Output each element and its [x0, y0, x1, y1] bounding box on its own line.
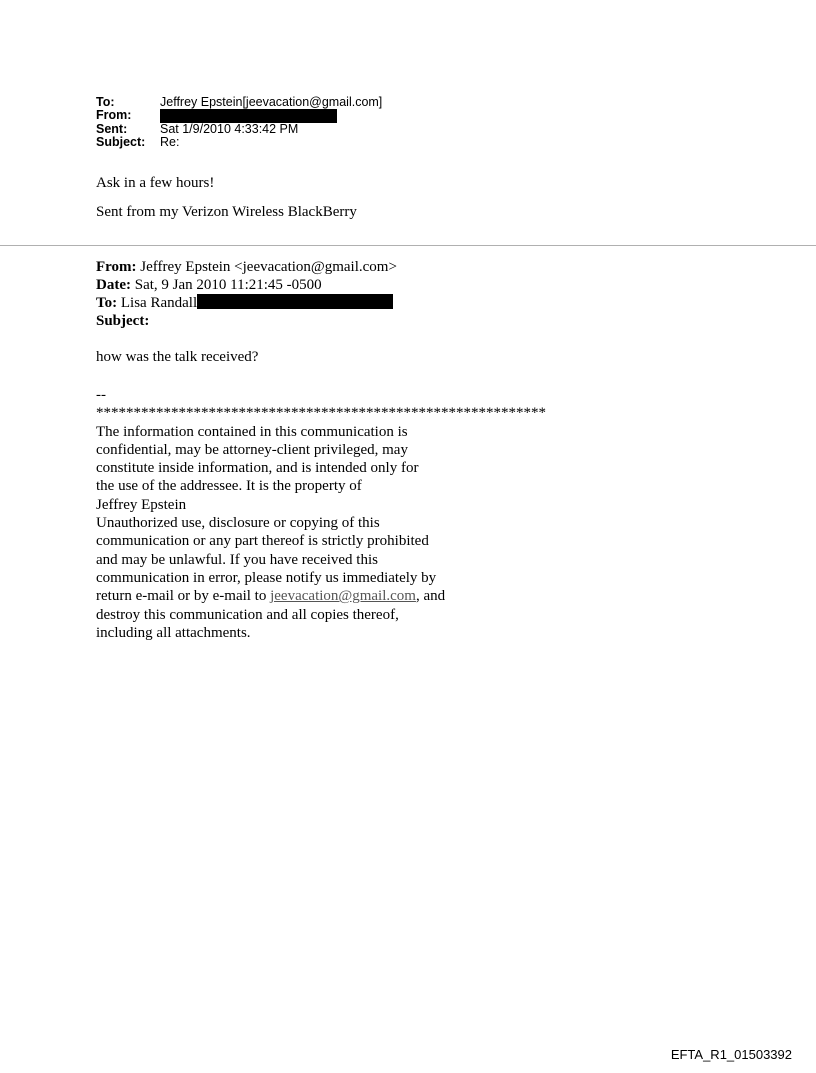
disclaimer: [96, 386, 546, 642]
orig-from-value: Jeffrey Epstein <jeevacation@gmail.com>: [140, 259, 397, 275]
orig-to-value: Lisa Randall: [120, 295, 198, 311]
disclaimer-line-with-link: [96, 587, 546, 605]
disclaimer-line: confidential, may be attorney-client privileged, may: [96, 441, 408, 458]
disclaimer-line: The information contained in this communication is: [96, 423, 408, 440]
orig-date-label: Date:: [96, 277, 131, 293]
header-subject-row: [96, 136, 382, 149]
disclaimer-stars: ************************************************************: [96, 405, 546, 422]
orig-date-value: Sat, 9 Jan 2010 11:21:45 -0500: [134, 277, 322, 293]
orig-to-label: To:: [96, 295, 118, 311]
disclaimer-text: , and: [415, 588, 446, 605]
subject-value: Re:: [160, 135, 180, 149]
redaction-bar: [160, 109, 337, 123]
orig-date-row: [96, 276, 397, 294]
header-to-row: [96, 96, 382, 109]
disclaimer-line: Jeffrey Epstein: [96, 496, 187, 513]
orig-from-row: [96, 258, 397, 276]
orig-subject-label: Subject:: [96, 313, 150, 329]
disclaimer-line: and may be unlawful. If you have received this: [96, 551, 378, 568]
divider: [0, 245, 816, 246]
email-header: [96, 96, 382, 149]
redaction-bar: [197, 294, 393, 309]
original-message-body: how was the talk received?: [96, 349, 259, 365]
document-id: EFTA_R1_01503392: [670, 1047, 792, 1062]
sent-label: Sent:: [96, 122, 128, 136]
disclaimer-line: constitute inside information, and is intended only for: [96, 460, 419, 477]
signature-line: Sent from my Verizon Wireless BlackBerry: [96, 204, 357, 220]
orig-to-row: [96, 294, 397, 312]
from-label: From:: [96, 108, 132, 122]
reply-line: Ask in a few hours!: [96, 175, 215, 191]
disclaimer-line: communication in error, please notify us immediately by: [96, 569, 437, 586]
subject-label: Subject:: [96, 135, 146, 149]
disclaimer-line: destroy this communication and all copies thereof,: [96, 606, 399, 623]
sent-value: Sat 1/9/2010 4:33:42 PM: [160, 122, 299, 136]
original-message-header: [96, 258, 397, 330]
reply-body: [96, 175, 357, 221]
disclaimer-line: Unauthorized use, disclosure or copying of this: [96, 515, 380, 532]
disclaimer-text: return e-mail or by e-mail to: [96, 588, 271, 605]
disclaimer-line: the use of the addressee. It is the property of: [96, 478, 362, 495]
to-label: To:: [96, 95, 115, 109]
disclaimer-line: including all attachments.: [96, 624, 251, 641]
orig-subject-row: [96, 312, 397, 330]
to-value: Jeffrey Epstein[jeevacation@gmail.com]: [160, 95, 383, 109]
email-link[interactable]: jeevacation@gmail.com: [270, 588, 416, 605]
disclaimer-line: communication or any part thereof is strictly prohibited: [96, 533, 429, 550]
header-from-row: [96, 109, 382, 123]
disclaimer-dashes: --: [96, 387, 106, 403]
orig-from-label: From:: [96, 259, 137, 275]
